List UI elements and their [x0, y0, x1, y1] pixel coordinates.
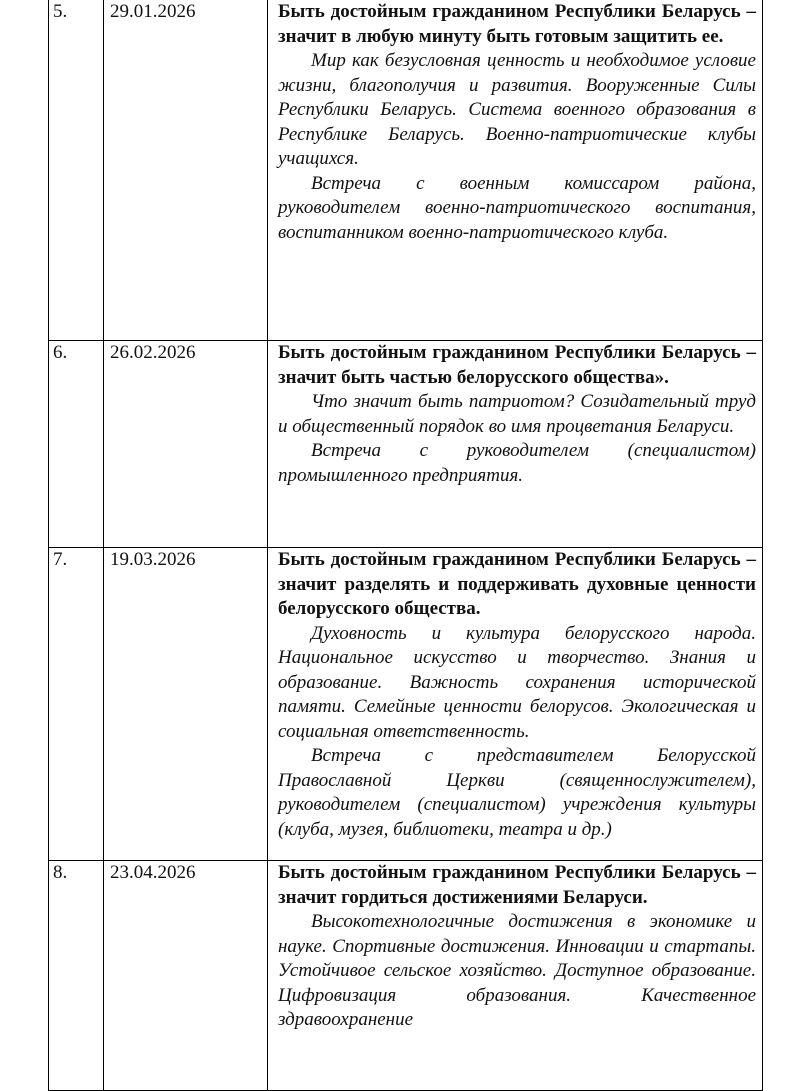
row-number: 6.	[49, 341, 104, 548]
row-content	[268, 0, 763, 341]
row-number: 7.	[49, 548, 104, 861]
topic-description: Что значит быть патриотом? Созидательный труд и общественный порядок во имя процветания Беларуси.	[278, 391, 756, 437]
topic-title: Быть достойным гражданином Республики Беларусь – значит гордиться достижениями Беларуси.	[278, 862, 756, 908]
topic-title: Быть достойным гражданином Республики Беларусь – значит в любую минуту быть готовым защитить ее.	[278, 1, 756, 47]
meeting-description: Встреча с военным комиссаром района, руководителем военно-патриотического воспитания, воспитанником военно-патриотического клуба.	[278, 172, 756, 243]
row-date: 26.02.2026	[104, 341, 268, 548]
table-row	[49, 0, 763, 341]
table-row	[49, 548, 763, 861]
row-number: 8.	[49, 861, 104, 1091]
topic-description: Мир как безусловная ценность и необходимое условие жизни, благополучия и развития. Вооруженные Силы Республики Беларусь. Система военного образования в Республике Беларусь. Военно-патриотические клубы учащихся.	[278, 50, 756, 169]
row-number: 5.	[49, 0, 104, 341]
row-date: 19.03.2026	[104, 548, 268, 861]
row-content	[268, 548, 763, 861]
meeting-description: Встреча с представителем Белорусской Православной Церкви (священнослужителем), руководителем (специалистом) учреждения культуры (клуба, музея, библиотеки, театра и др.)	[278, 745, 756, 840]
table-row	[49, 341, 763, 548]
topic-description: Высокотехнологичные достижения в экономике и науке. Спортивные достижения. Инновации и стартапы. Устойчивое сельское хозяйство. Доступное образование. Цифровизация образования. Качественное здравоохранение	[278, 911, 756, 1030]
meeting-description: Встреча с руководителем (специалистом) промышленного предприятия.	[278, 440, 756, 486]
topic-description: Духовность и культура белорусского народа. Национальное искусство и творчество. Знания и образование. Важность сохранения исторической памяти. Семейные ценности белорусов. Экологическая и социальная ответственность.	[278, 622, 756, 742]
table-row	[49, 861, 763, 1091]
row-content	[268, 861, 763, 1091]
row-date: 23.04.2026	[104, 861, 268, 1091]
row-date: 29.01.2026	[104, 0, 268, 341]
topic-title: Быть достойным гражданином Республики Беларусь – значит разделять и поддерживать духовные ценности белорусского общества.	[278, 549, 756, 619]
plan-table	[48, 0, 763, 1091]
row-content	[268, 341, 763, 548]
topic-title: Быть достойным гражданином Республики Беларусь – значит быть частью белорусского общества».	[278, 342, 756, 388]
